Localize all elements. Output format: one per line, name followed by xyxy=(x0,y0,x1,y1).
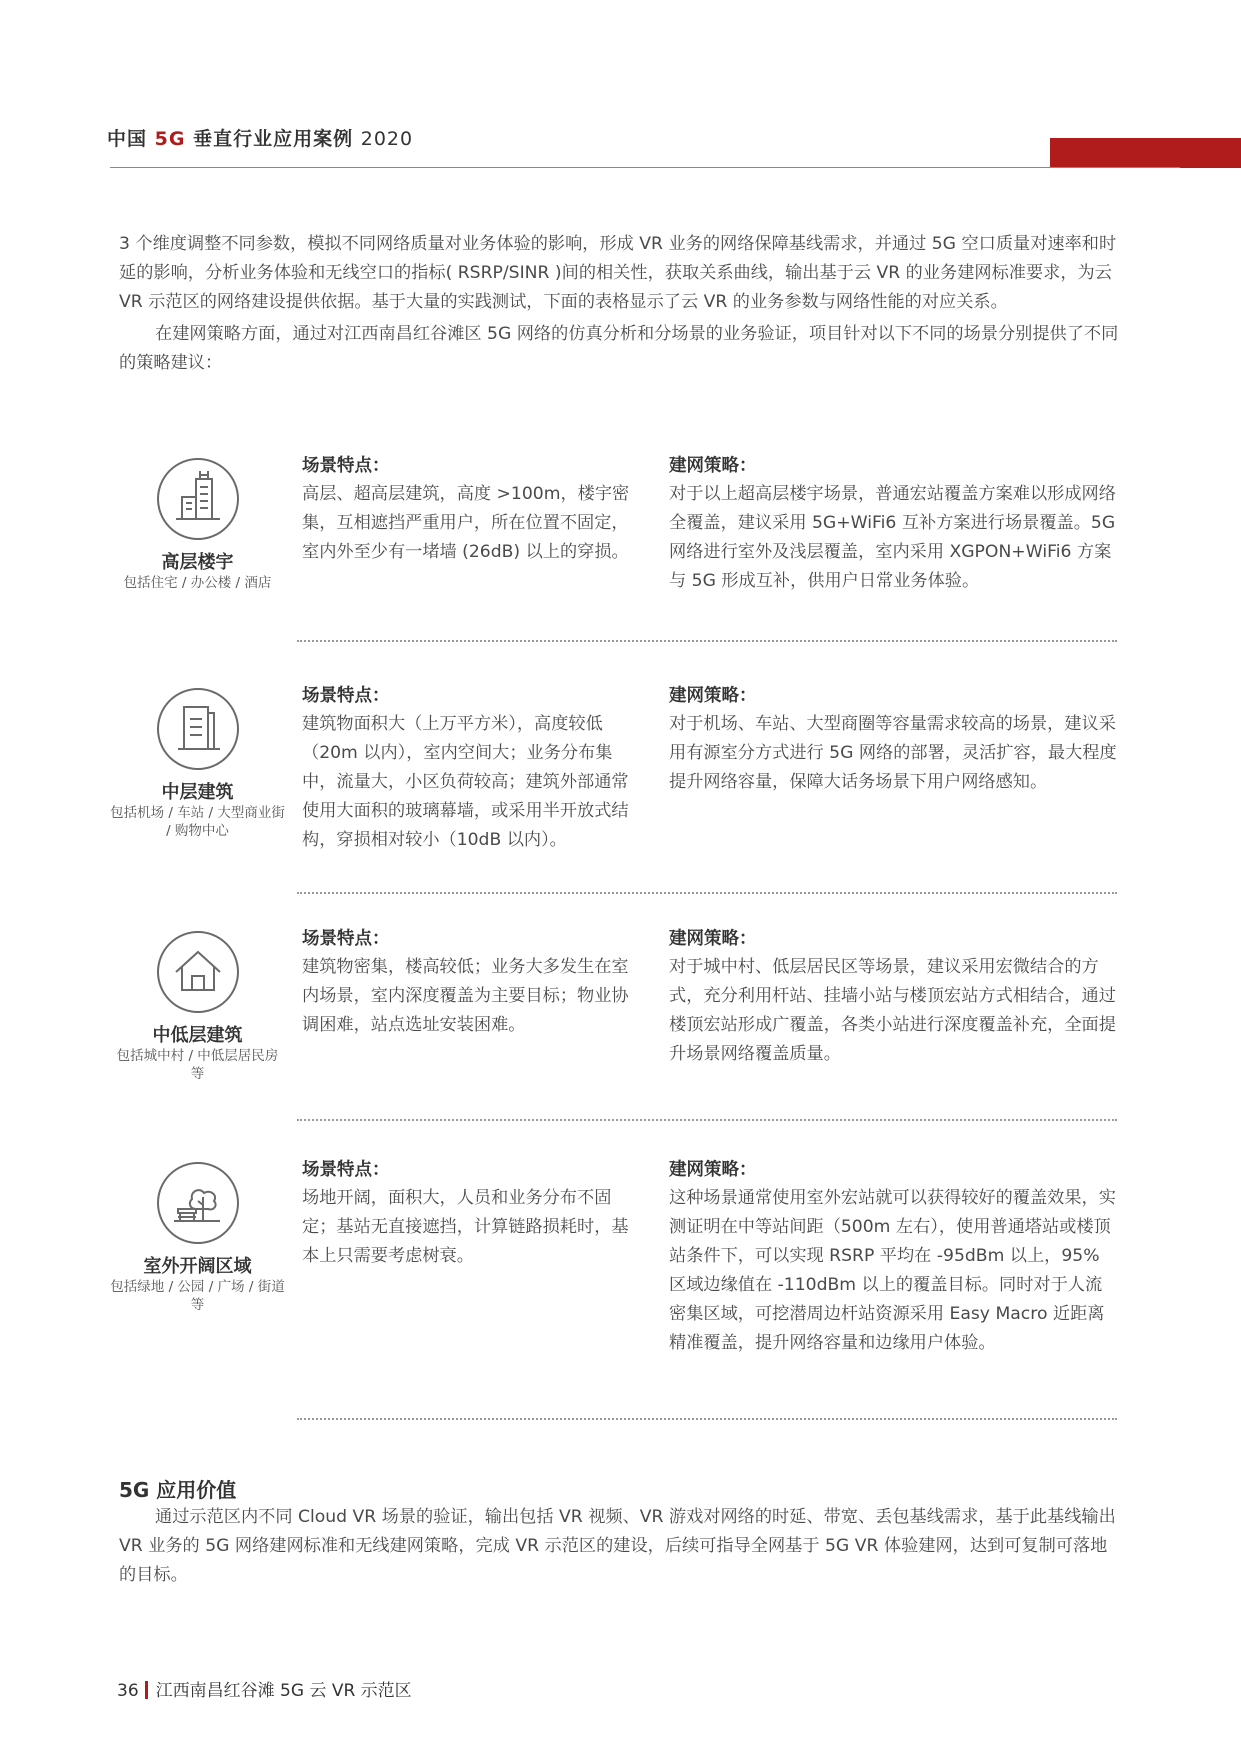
strategy-text: 对于机场、车站、大型商圈等容量需求较高的场景，建议采用有源室分方式进行 5G 网络的部署，灵活扩容，最大程度提升网络容量，保障大话务场景下用户网络感知。 xyxy=(669,714,1117,792)
header-year: 2020 xyxy=(360,128,414,150)
header-prefix: 中国 xyxy=(107,128,148,150)
outdoor-open-area-icon xyxy=(156,1161,240,1245)
feature-label: 场景特点： xyxy=(302,456,390,476)
dotted-divider xyxy=(297,892,1117,894)
strategy-label: 建网策略： xyxy=(669,686,757,706)
scenario-title: 高层楼宇 xyxy=(161,552,234,573)
feature-text: 高层、超高层建筑，高度 >100m，楼宇密集，互相遮挡严重用户，所在位置不固定，室内外至少有一堵墙 (26dB) 以上的穿损。 xyxy=(302,484,630,562)
header-divider xyxy=(110,167,1180,168)
scenario-subtitle: 包括城中村 / 中低层居民房等 xyxy=(116,1048,279,1082)
high-rise-building-icon xyxy=(156,457,240,541)
feature-text: 建筑物面积大（上万平方米），高度较低（20m 以内），室内空间大；业务分布集中，流量大，小区负荷较高；建筑外部通常使用大面积的玻璃幕墙，或采用半开放式结构，穿损相对较小（10dB 以内）。 xyxy=(302,714,629,850)
page-footer xyxy=(117,1676,412,1701)
strategy-label: 建网策略： xyxy=(669,456,757,476)
intro-paragraph-1: 3 个维度调整不同参数，模拟不同网络质量对业务体验的影响，形成 VR 业务的网络保障基线需求，并通过 5G 空口质量对速率和时延的影响，分析业务体验和无线空口的指标( RSRP/SINR )间的相关性，获取关系曲线，输出基于云 VR 的业务建网标准要求，为云 VR 示范区的网络建设提供依据。基于大量的实践测试，下面的表格显示了云 VR 的业务参数与网络性能的对应关系。 xyxy=(119,234,1117,312)
feature-text: 建筑物密集，楼高较低；业务大多发生在室内场景，室内深度覆盖为主要目标；物业协调困难，站点选址安装困难。 xyxy=(302,957,629,1035)
scenario-subtitle: 包括住宅 / 办公楼 / 酒店 xyxy=(123,575,272,591)
dotted-divider xyxy=(297,1418,1117,1420)
value-paragraph: 通过示范区内不同 Cloud VR 场景的验证，输出包括 VR 视频、VR 游戏对网络的时延、带宽、丢包基线需求，基于此基线输出 VR 业务的 5G 网络建网标准和无线建网策略，完成 VR 示范区的建设，后续可指导全网基于 5G VR 体验建网，达到可复制可落地的目标。 xyxy=(119,1507,1116,1585)
running-header xyxy=(107,124,413,151)
strategy-text: 对于以上超高层楼宇场景，普通宏站覆盖方案难以形成网络全覆盖，建议采用 5G+WiFi6 互补方案进行场景覆盖。5G 网络进行室外及浅层覆盖，室内采用 XGPON+WiFi6 方案与 5G 形成互补，供用户日常业务体验。 xyxy=(669,484,1116,591)
header-5g: 5G xyxy=(154,128,186,150)
feature-label: 场景特点： xyxy=(302,929,390,949)
mid-rise-building-icon xyxy=(156,687,240,771)
feature-label: 场景特点： xyxy=(302,686,390,706)
scenario-title: 中层建筑 xyxy=(161,782,234,803)
low-rise-house-icon xyxy=(156,930,240,1014)
section-title: 5G 应用价值 xyxy=(119,1478,237,1502)
strategy-text: 这种场景通常使用室外宏站就可以获得较好的覆盖效果，实测证明在中等站间距（500m 左右），使用普通塔站或楼顶站条件下，可以实现 RSRP 平均在 -95dBm 以上，95% 区域边缘值在 -110dBm 以上的覆盖目标。同时对于人流密集区域，可挖潜周边杆站资源采用 Easy Macro 近距离精准覆盖，提升网络容量和边缘用户体验。 xyxy=(669,1188,1116,1353)
dotted-divider xyxy=(297,640,1117,642)
scenario-subtitle: 包括绿地 / 公园 / 广场 / 街道等 xyxy=(110,1279,285,1313)
scenario-subtitle: 包括机场 / 车站 / 大型商业街 / 购物中心 xyxy=(110,805,285,839)
page-number: 36 xyxy=(117,1681,139,1701)
intro-paragraph-2: 在建网策略方面，通过对江西南昌红谷滩区 5G 网络的仿真分析和分场景的业务验证，项目针对以下不同的场景分别提供了不同的策略建议： xyxy=(119,324,1119,373)
feature-label: 场景特点： xyxy=(302,1160,390,1180)
header-main: 垂直行业应用案例 xyxy=(193,128,354,150)
scenario-title: 中低层建筑 xyxy=(152,1025,243,1046)
feature-text: 场地开阔，面积大，人员和业务分布不固定；基站无直接遮挡，计算链路损耗时，基本上只需要考虑树衰。 xyxy=(302,1188,629,1266)
footer-divider xyxy=(145,1681,148,1699)
strategy-label: 建网策略： xyxy=(669,929,757,949)
strategy-label: 建网策略： xyxy=(669,1160,757,1180)
footer-section: 江西南昌红谷滩 5G 云 VR 示范区 xyxy=(155,1681,412,1701)
dotted-divider xyxy=(297,1119,1117,1121)
header-accent-bar xyxy=(1050,138,1241,168)
scenario-title: 室外开阔区域 xyxy=(143,1256,252,1277)
strategy-text: 对于城中村、低层居民区等场景，建议采用宏微结合的方式，充分利用杆站、挂墙小站与楼顶宏站方式相结合，通过楼顶宏站形成广覆盖，各类小站进行深度覆盖补充，全面提升场景网络覆盖质量。 xyxy=(669,957,1116,1064)
